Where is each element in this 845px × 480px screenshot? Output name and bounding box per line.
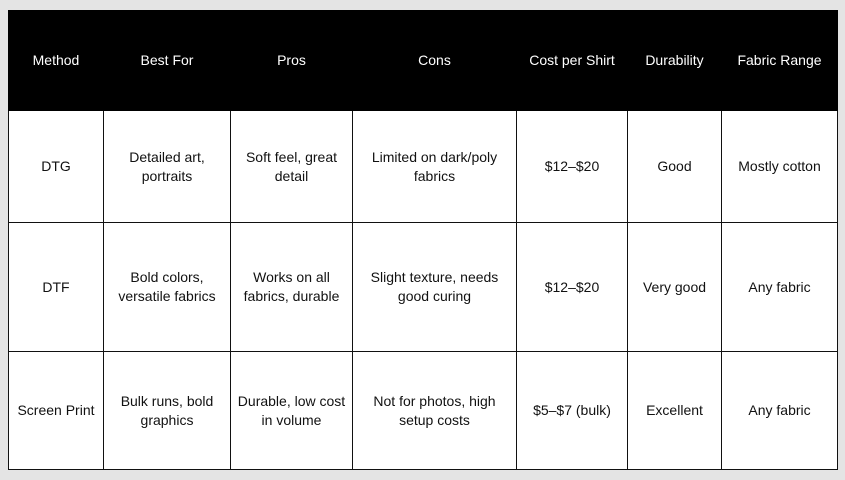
cell-cons: Not for photos, high setup costs (353, 352, 517, 470)
cell-method: DTF (9, 223, 104, 352)
table-row (9, 352, 838, 470)
header-best-for: Best For (104, 11, 231, 111)
cell-method: DTG (9, 111, 104, 223)
cell-cost: $12–$20 (517, 223, 628, 352)
cell-best-for: Detailed art, portraits (104, 111, 231, 223)
cell-method: Screen Print (9, 352, 104, 470)
header-fabric-range: Fabric Range (722, 11, 838, 111)
table-row (9, 223, 838, 352)
cell-durability: Good (628, 111, 722, 223)
header-pros: Pros (231, 11, 353, 111)
cell-cons: Limited on dark/poly fabrics (353, 111, 517, 223)
header-durability: Durability (628, 11, 722, 111)
cell-pros: Soft feel, great detail (231, 111, 353, 223)
table-header (9, 11, 838, 111)
table-row (9, 111, 838, 223)
cell-cons: Slight texture, needs good curing (353, 223, 517, 352)
cell-durability: Excellent (628, 352, 722, 470)
header-row (9, 11, 838, 111)
cell-fabric-range: Any fabric (722, 352, 838, 470)
printing-methods-comparison-table (8, 10, 838, 470)
cell-cost: $5–$7 (bulk) (517, 352, 628, 470)
cell-durability: Very good (628, 223, 722, 352)
comparison-table-container (8, 10, 837, 469)
header-method: Method (9, 11, 104, 111)
table-body (9, 111, 838, 470)
cell-best-for: Bold colors, versatile fabrics (104, 223, 231, 352)
cell-pros: Works on all fabrics, durable (231, 223, 353, 352)
cell-pros: Durable, low cost in volume (231, 352, 353, 470)
header-cost-per-shirt: Cost per Shirt (517, 11, 628, 111)
cell-best-for: Bulk runs, bold graphics (104, 352, 231, 470)
cell-fabric-range: Mostly cotton (722, 111, 838, 223)
cell-cost: $12–$20 (517, 111, 628, 223)
header-cons: Cons (353, 11, 517, 111)
cell-fabric-range: Any fabric (722, 223, 838, 352)
